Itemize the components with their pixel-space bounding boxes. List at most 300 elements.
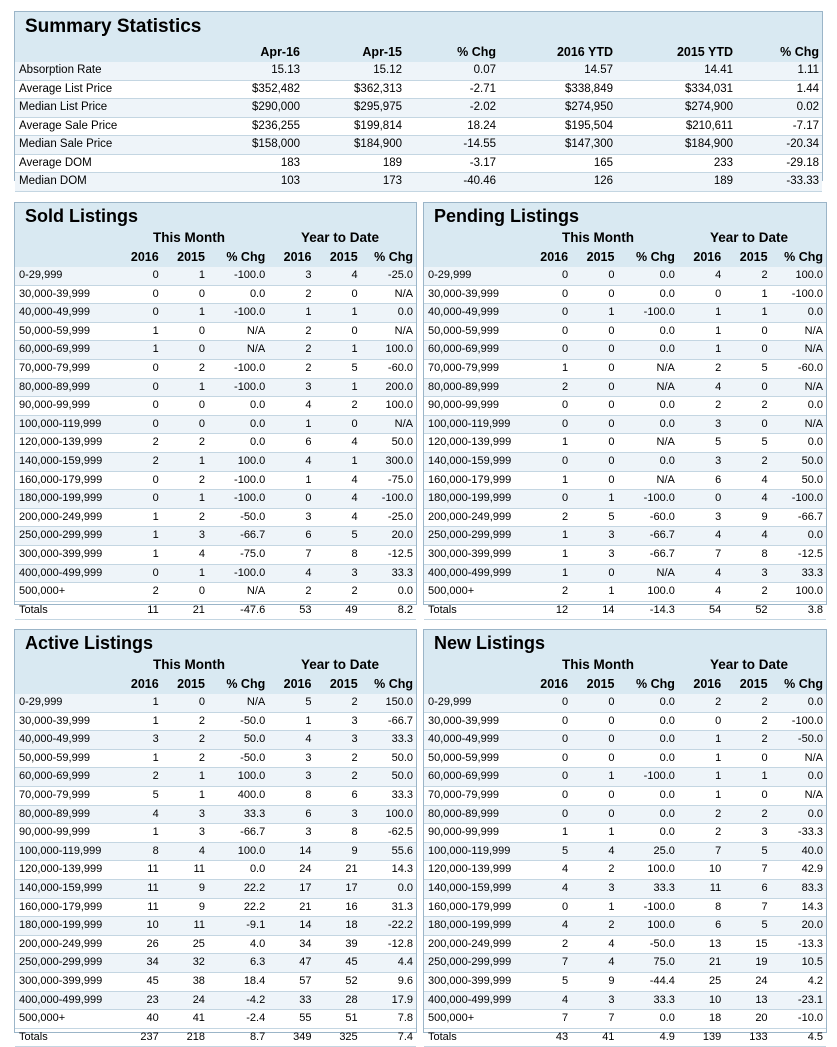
table-cell: 2 [314, 768, 360, 787]
table-cell: 31.3 [361, 898, 416, 917]
table-cell: 11 [116, 861, 162, 880]
table-cell: 3 [268, 768, 314, 787]
table-cell: -25.0 [361, 267, 416, 285]
table-cell: 10 [116, 917, 162, 936]
table-cell: 1 [314, 452, 360, 471]
table-cell: 0 [525, 304, 571, 323]
table-cell: 5 [525, 842, 571, 861]
table-cell: 0 [116, 490, 162, 509]
table-cell: 0.0 [771, 304, 826, 323]
table-cell: -66.7 [208, 527, 268, 546]
price-range-label: 160,000-179,999 [15, 471, 116, 490]
totals-cell: 325 [314, 1028, 360, 1047]
table-cell: 11 [162, 917, 208, 936]
price-range-label: 90,000-99,999 [15, 397, 116, 416]
price-range-label: 300,000-399,999 [424, 545, 525, 564]
table-cell: 0 [724, 378, 770, 397]
table-cell: 55 [268, 1010, 314, 1029]
table-cell: 0.0 [617, 694, 677, 712]
table-cell: 0.0 [208, 861, 268, 880]
table-cell: 4 [525, 861, 571, 880]
totals-cell: 43 [525, 1028, 571, 1047]
table-row [424, 415, 826, 434]
table-cell: 0.0 [771, 694, 826, 712]
summary-cell: $210,611 [616, 117, 736, 136]
summary-row [15, 99, 822, 118]
totals-cell: 49 [314, 601, 360, 620]
summary-col-header: 2016 YTD [556, 45, 613, 59]
table-cell: 0.0 [617, 731, 677, 750]
price-range-label: 60,000-69,999 [424, 341, 525, 360]
table-cell: -60.0 [617, 508, 677, 527]
price-range-label: 500,000+ [424, 583, 525, 602]
table-cell: -100.0 [208, 490, 268, 509]
table-row [15, 917, 416, 936]
table-cell: 2 [162, 434, 208, 453]
table-cell: -22.2 [361, 917, 416, 936]
price-range-label: 140,000-159,999 [15, 879, 116, 898]
summary-cell: 15.12 [303, 62, 405, 80]
table-cell: 3 [571, 991, 617, 1010]
table-cell: 0 [162, 583, 208, 602]
table-cell: 8 [268, 786, 314, 805]
column-header: 2016 [540, 250, 569, 264]
summary-cell: 183 [190, 154, 303, 173]
table-cell: 0.0 [617, 322, 677, 341]
table-row [15, 527, 416, 546]
table-cell: 1 [525, 545, 571, 564]
price-range-label: 40,000-49,999 [15, 731, 116, 750]
table-cell: 2 [162, 359, 208, 378]
table-cell: 5 [525, 972, 571, 991]
pending-listings-table [424, 247, 826, 620]
table-row [15, 285, 416, 304]
table-row [15, 545, 416, 564]
table-cell: 5 [571, 508, 617, 527]
table-cell: 2 [314, 749, 360, 768]
table-cell: N/A [361, 415, 416, 434]
table-cell: 2 [525, 935, 571, 954]
price-range-label: 300,000-399,999 [15, 972, 116, 991]
table-cell: 50.0 [361, 434, 416, 453]
summary-col-header: Apr-16 [260, 45, 300, 59]
totals-row [15, 601, 416, 620]
table-row [15, 991, 416, 1010]
table-cell: 0.0 [617, 341, 677, 360]
table-cell: 4 [678, 527, 724, 546]
table-cell: -60.0 [771, 359, 826, 378]
table-cell: 0 [525, 712, 571, 731]
sold-listings-panel [14, 202, 417, 616]
table-cell: 0.0 [617, 805, 677, 824]
table-cell: 0.0 [617, 786, 677, 805]
table-cell: 11 [116, 879, 162, 898]
price-range-label: 180,000-199,999 [15, 490, 116, 509]
year-to-date-label: Year to Date [710, 230, 789, 245]
summary-cell: 189 [303, 154, 405, 173]
table-row [15, 712, 416, 731]
table-cell: 0 [571, 341, 617, 360]
table-cell: -100.0 [208, 359, 268, 378]
table-cell: 2 [724, 694, 770, 712]
table-cell: 2 [525, 378, 571, 397]
summary-row-label: Absorption Rate [15, 62, 190, 80]
table-cell: 45 [314, 954, 360, 973]
summary-cell: $147,300 [499, 136, 616, 155]
table-cell: 0 [525, 805, 571, 824]
table-cell: 3 [162, 805, 208, 824]
year-to-date-label: Year to Date [710, 657, 789, 672]
summary-row [15, 154, 822, 173]
summary-cell: 0.07 [405, 62, 499, 80]
table-cell: 21 [314, 861, 360, 880]
table-cell: 1 [116, 508, 162, 527]
this-month-label: This Month [562, 657, 634, 672]
table-cell: 0 [571, 712, 617, 731]
summary-cell: 165 [499, 154, 616, 173]
active-listings-header [15, 630, 416, 674]
totals-cell: 4.9 [617, 1028, 677, 1047]
table-cell: 1 [525, 434, 571, 453]
price-range-label: 140,000-159,999 [424, 879, 525, 898]
table-cell: 4 [268, 731, 314, 750]
table-row [424, 471, 826, 490]
table-row [424, 583, 826, 602]
table-cell: N/A [361, 322, 416, 341]
table-cell: 100.0 [361, 805, 416, 824]
table-cell: 2 [724, 712, 770, 731]
table-row [424, 731, 826, 750]
table-cell: 100.0 [771, 583, 826, 602]
summary-cell: -29.18 [736, 154, 822, 173]
totals-row [424, 601, 826, 620]
table-cell: 6 [268, 805, 314, 824]
table-cell: -33.3 [771, 824, 826, 843]
table-cell: 2 [268, 322, 314, 341]
table-row [424, 805, 826, 824]
table-cell: -4.2 [208, 991, 268, 1010]
table-cell: N/A [771, 415, 826, 434]
table-cell: 0.0 [208, 415, 268, 434]
table-cell: 34 [268, 935, 314, 954]
summary-cell: $184,900 [616, 136, 736, 155]
table-row [424, 508, 826, 527]
table-cell: 0.0 [771, 527, 826, 546]
table-cell: 0 [162, 694, 208, 712]
summary-row [15, 62, 822, 80]
price-range-label: 400,000-499,999 [424, 564, 525, 583]
summary-cell: $195,504 [499, 117, 616, 136]
table-cell: 21 [678, 954, 724, 973]
table-cell: N/A [771, 749, 826, 768]
table-cell: 0.0 [771, 434, 826, 453]
table-cell: 0 [116, 285, 162, 304]
table-cell: 4 [678, 564, 724, 583]
table-cell: 100.0 [208, 452, 268, 471]
column-header: % Chg [635, 250, 675, 264]
table-row [15, 731, 416, 750]
table-cell: -25.0 [361, 508, 416, 527]
price-range-label: 100,000-119,999 [15, 842, 116, 861]
table-cell: 6 [678, 917, 724, 936]
table-cell: 0 [162, 397, 208, 416]
table-cell: -100.0 [208, 564, 268, 583]
price-range-label: 90,000-99,999 [15, 824, 116, 843]
totals-cell: 54 [678, 601, 724, 620]
table-row [15, 861, 416, 880]
summary-cell: $274,950 [499, 99, 616, 118]
table-row [424, 397, 826, 416]
table-cell: -66.7 [617, 527, 677, 546]
summary-cell: 15.13 [190, 62, 303, 80]
price-range-label: 140,000-159,999 [424, 452, 525, 471]
table-cell: 4 [571, 954, 617, 973]
table-cell: 4 [314, 434, 360, 453]
table-cell: 6.3 [208, 954, 268, 973]
table-cell: 51 [314, 1010, 360, 1029]
table-cell: 0 [724, 322, 770, 341]
table-row [424, 786, 826, 805]
table-row [424, 304, 826, 323]
summary-cell: 14.57 [499, 62, 616, 80]
table-cell: 0.0 [617, 415, 677, 434]
table-cell: 11 [162, 861, 208, 880]
table-row [15, 583, 416, 602]
table-row [15, 452, 416, 471]
table-cell: 17.9 [361, 991, 416, 1010]
table-cell: 14.3 [361, 861, 416, 880]
table-cell: 40.0 [771, 842, 826, 861]
table-cell: 100.0 [617, 861, 677, 880]
table-cell: 1 [571, 898, 617, 917]
table-cell: 0 [525, 267, 571, 285]
table-cell: 14 [268, 842, 314, 861]
summary-row-label: Average Sale Price [15, 117, 190, 136]
summary-cell: 1.11 [736, 62, 822, 80]
table-cell: 0 [314, 285, 360, 304]
table-cell: 1 [162, 786, 208, 805]
table-cell: 4.2 [771, 972, 826, 991]
table-cell: 100.0 [208, 842, 268, 861]
table-cell: 0 [571, 694, 617, 712]
table-row [15, 786, 416, 805]
table-cell: 0 [116, 304, 162, 323]
table-cell: 1 [162, 378, 208, 397]
table-cell: 1 [525, 471, 571, 490]
table-cell: 0 [724, 786, 770, 805]
table-cell: -100.0 [208, 471, 268, 490]
table-cell: 4 [724, 490, 770, 509]
totals-cell: 237 [116, 1028, 162, 1047]
price-range-label: 80,000-89,999 [15, 805, 116, 824]
table-cell: 4 [268, 397, 314, 416]
table-cell: 100.0 [361, 341, 416, 360]
totals-cell: 21 [162, 601, 208, 620]
summary-cell: $295,975 [303, 99, 405, 118]
table-row [15, 768, 416, 787]
table-row [424, 267, 826, 285]
table-cell: 1 [678, 731, 724, 750]
table-cell: 1 [571, 768, 617, 787]
summary-cell: -20.34 [736, 136, 822, 155]
table-cell: 0 [162, 341, 208, 360]
summary-header [15, 12, 822, 62]
summary-cell: -2.02 [405, 99, 499, 118]
table-cell: 0 [162, 415, 208, 434]
table-cell: 5 [724, 434, 770, 453]
summary-cell: -40.46 [405, 173, 499, 192]
table-cell: 1 [116, 545, 162, 564]
summary-row [15, 117, 822, 136]
table-cell: 33.3 [617, 991, 677, 1010]
table-row [424, 341, 826, 360]
table-cell: -2.4 [208, 1010, 268, 1029]
table-cell: 0 [116, 397, 162, 416]
table-cell: -50.0 [208, 508, 268, 527]
table-cell: 20.0 [361, 527, 416, 546]
table-cell: N/A [617, 564, 677, 583]
table-cell: -12.5 [771, 545, 826, 564]
table-cell: 17 [268, 879, 314, 898]
table-cell: 0 [162, 285, 208, 304]
table-cell: 24 [162, 991, 208, 1010]
table-cell: 0 [571, 397, 617, 416]
table-cell: 3 [162, 527, 208, 546]
table-cell: 0.0 [617, 267, 677, 285]
table-cell: 1 [525, 564, 571, 583]
table-cell: 1 [571, 583, 617, 602]
table-row [424, 564, 826, 583]
table-cell: 20 [724, 1010, 770, 1029]
column-header: % Chg [635, 677, 675, 691]
table-row [424, 285, 826, 304]
table-cell: -100.0 [617, 304, 677, 323]
price-range-label: 0-29,999 [424, 694, 525, 712]
table-cell: 2 [678, 824, 724, 843]
table-row [424, 527, 826, 546]
table-cell: 50.0 [361, 768, 416, 787]
table-row [15, 842, 416, 861]
table-cell: 5 [314, 359, 360, 378]
table-row [15, 267, 416, 285]
table-cell: 1 [162, 768, 208, 787]
table-cell: 3 [571, 879, 617, 898]
price-range-label: 140,000-159,999 [15, 452, 116, 471]
table-cell: 9 [162, 898, 208, 917]
price-range-label: 50,000-59,999 [424, 749, 525, 768]
price-range-label: 30,000-39,999 [15, 712, 116, 731]
price-range-label: 120,000-139,999 [424, 861, 525, 880]
summary-row-label: Median List Price [15, 99, 190, 118]
price-range-label: 40,000-49,999 [424, 304, 525, 323]
table-cell: 0 [314, 322, 360, 341]
table-cell: 5 [314, 527, 360, 546]
price-range-label: 500,000+ [15, 1010, 116, 1029]
table-cell: 3 [678, 452, 724, 471]
table-row [424, 749, 826, 768]
table-cell: 83.3 [771, 879, 826, 898]
table-cell: 8 [314, 545, 360, 564]
header-spacer [15, 247, 116, 267]
table-cell: 4 [162, 545, 208, 564]
table-cell: 33.3 [771, 564, 826, 583]
table-cell: 0 [571, 749, 617, 768]
column-headers [424, 247, 826, 267]
table-cell: 2 [571, 861, 617, 880]
active-listings-title: Active Listings [25, 633, 154, 653]
price-range-label: 80,000-89,999 [424, 805, 525, 824]
price-range-label: 160,000-179,999 [15, 898, 116, 917]
table-cell: 0 [314, 415, 360, 434]
header-spacer [424, 247, 525, 267]
table-row [424, 434, 826, 453]
sold-listings-title: Sold Listings [25, 206, 139, 226]
totals-label: Totals [15, 1028, 116, 1047]
table-cell: -66.7 [617, 545, 677, 564]
summary-cell: $352,482 [190, 80, 303, 99]
table-cell: N/A [617, 359, 677, 378]
table-cell: 52 [314, 972, 360, 991]
price-range-label: 500,000+ [15, 583, 116, 602]
price-range-label: 200,000-249,999 [15, 508, 116, 527]
table-row [424, 972, 826, 991]
table-cell: 2 [116, 434, 162, 453]
table-cell: 1 [525, 527, 571, 546]
table-cell: 0.0 [771, 397, 826, 416]
table-cell: 32 [162, 954, 208, 973]
table-cell: 0.0 [617, 712, 677, 731]
summary-row [15, 80, 822, 99]
price-range-label: 0-29,999 [424, 267, 525, 285]
table-cell: 8 [678, 898, 724, 917]
table-cell: N/A [617, 378, 677, 397]
table-cell: 4 [162, 842, 208, 861]
table-cell: 21 [268, 898, 314, 917]
table-cell: 0.0 [617, 824, 677, 843]
table-cell: 4 [571, 842, 617, 861]
price-range-label: 300,000-399,999 [15, 545, 116, 564]
summary-cell: $338,849 [499, 80, 616, 99]
table-cell: 0.0 [617, 397, 677, 416]
table-cell: 25.0 [617, 842, 677, 861]
table-cell: 0.0 [361, 879, 416, 898]
table-cell: 6 [724, 879, 770, 898]
summary-cell: 14.41 [616, 62, 736, 80]
table-cell: 8 [724, 545, 770, 564]
table-cell: 1 [678, 786, 724, 805]
table-cell: 13 [678, 935, 724, 954]
table-cell: -100.0 [771, 712, 826, 731]
column-header: % Chg [784, 677, 823, 691]
table-cell: 2 [116, 768, 162, 787]
summary-header-table [15, 42, 822, 62]
table-cell: -50.0 [208, 749, 268, 768]
table-cell: 150.0 [361, 694, 416, 712]
table-cell: -13.3 [771, 935, 826, 954]
table-row [15, 397, 416, 416]
totals-label: Totals [424, 601, 525, 620]
table-cell: 0 [571, 731, 617, 750]
table-row [15, 322, 416, 341]
table-cell: 4 [116, 805, 162, 824]
new-listings-header [424, 630, 826, 674]
table-cell: 0 [525, 768, 571, 787]
totals-cell: 53 [268, 601, 314, 620]
table-cell: 3 [268, 749, 314, 768]
column-header: 2016 [693, 677, 722, 691]
table-cell: 0 [724, 341, 770, 360]
table-cell: 0.0 [208, 285, 268, 304]
